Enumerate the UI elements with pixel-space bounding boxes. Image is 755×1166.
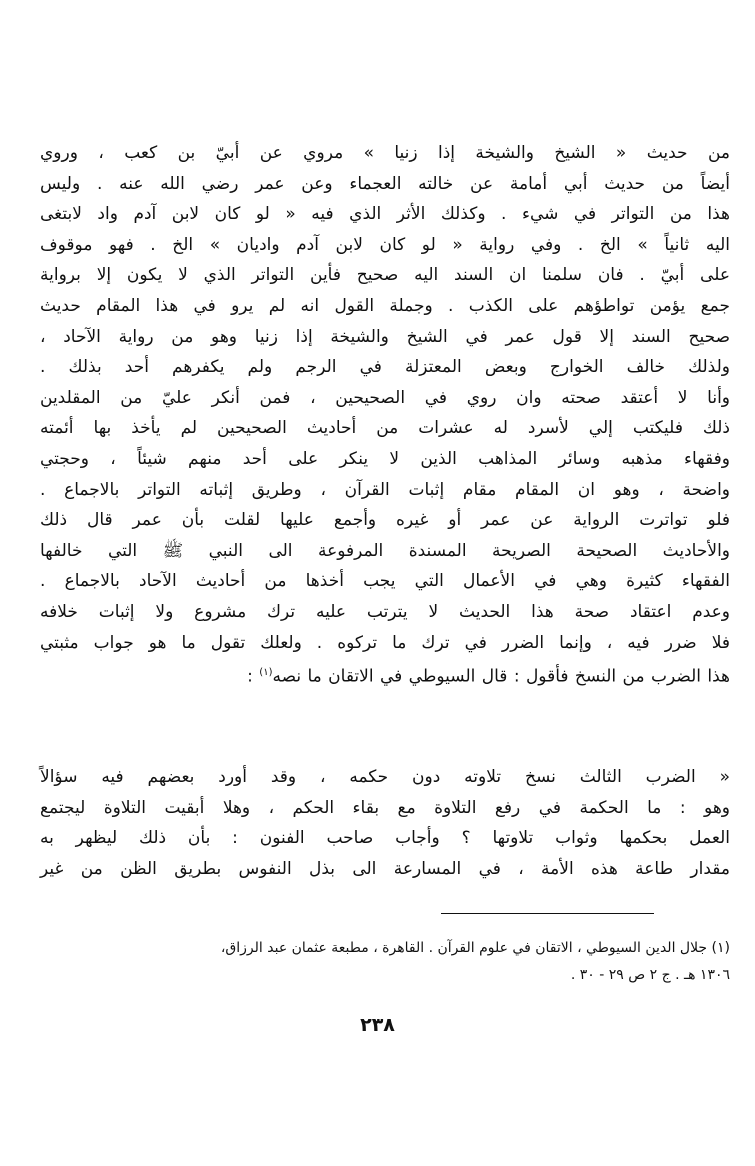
- quote-line: العمل بحكمها وثواب تلاوتها ؟ وأجاب صاحب الفنون : بأن ذلك ليظهر به: [40, 828, 730, 849]
- footnote-line: ١٣٠٦ هـ . ج ٢ ص ٢٩ - ٣٠ .: [570, 967, 730, 983]
- quote-line: وهو : ما الحكمة في رفع التلاوة مع بقاء الحكم ، وهلا أبقيت التلاوة ليجتمع: [40, 797, 730, 818]
- text-line: وأنا لا أعتقد صحته وان روي في الصحيحين ، فمن أنكر عليّ من المقلدين: [40, 387, 730, 408]
- colon: :: [247, 666, 260, 687]
- text-line: جمع يؤمن تواطؤهم على الكذب . وجملة القول انه لم يرو في هذا المقام حديث: [40, 295, 730, 316]
- text-line: ذلك فليكتب إلي لأسرد له عشرات من أحاديث الصحيحين لم يأخذ بها أئمته: [40, 418, 730, 439]
- text-line-with-footnote-ref: [40, 658, 730, 689]
- quote-line: « الضرب الثالث نسخ تلاوته دون حكمه ، وقد أورد بعضهم فيه سؤالاً: [40, 767, 730, 787]
- footnote-divider: [441, 913, 654, 914]
- quotation-block: [40, 762, 730, 884]
- text-line: هذا من التواتر في شيء . وكذلك الأثر الذي فيه « لو كان لابن آدم واد لابتغى: [40, 204, 730, 225]
- text-line: أيضاً من حديث أبي أمامة عن خالته العجماء وعن عمر رضي الله عنه . وليس: [40, 173, 730, 194]
- footnote-ref-marker[interactable]: (١): [259, 667, 273, 679]
- footnote: [40, 935, 730, 989]
- text-line: الفقهاء كثيرة وهي في الأعمال التي يجب أخذها من أحاديث الآحاد بالاجماع .: [40, 571, 730, 592]
- text-line: صحيح السند إلا قول عمر في الشيخ والشيخة إذا زنيا وهو من رواية الآحاد ،: [40, 326, 730, 347]
- text-line: فلو تواترت الرواية عن عمر أو غيره وأجمع عليها لقلت بأن عمر قال ذلك: [40, 510, 730, 531]
- text-line: من حديث « الشيخ والشيخة إذا زنيا » مروي عن أبيّ بن كعب ، وروي: [40, 143, 730, 163]
- text-line: ولذلك خالف الخوارج وبعض المعتزلة في الرجم ولم يكفرهم أحد بذلك .: [40, 357, 730, 378]
- text-line: وفقهاء مذهبه وسائر المذاهب الذين لا ينكر على أحد منهم شيئاً ، وحجتي: [40, 448, 730, 469]
- page-number: ٢٣٨: [360, 1014, 395, 1036]
- text-line: على أبيّ . فان سلمنا ان السند اليه صحيح فأين التواتر الذي لا يكون إلا برواية: [40, 265, 730, 286]
- main-text-block: [40, 138, 730, 689]
- footnote-line: (١) جلال الدين السيوطي ، الاتقان في علوم القرآن . القاهرة ، مطبعة عثمان عبد الرزاق،: [220, 940, 730, 956]
- text-line: اليه ثانياً » الخ . وفي رواية « لو كان لابن آدم واديان » الخ . فهو موقوف: [40, 234, 730, 255]
- text-line: والأحاديث الصحيحة الصريحة المسندة المرفوعة الى النبي ﷺ التي خالفها: [40, 540, 730, 561]
- text-line: وعدم اعتقاد صحة هذا الحديث لا يترتب عليه ترك مشروع ولا إثبات خلافه: [40, 601, 730, 622]
- text-line: واضحة ، وهو ان المقام مقام إثبات القرآن ، وطريق إثباته التواتر بالاجماع .: [40, 479, 730, 500]
- text-line: هذا الضرب من النسخ فأقول : قال السيوطي في الاتقان ما نصه: [272, 666, 730, 687]
- text-line: فلا ضرر فيه ، وإنما الضرر في ترك ما تركوه . ولعلك تقول ما هو جواب مثبتي: [40, 632, 730, 653]
- quote-line: مقدار طاعة هذه الأمة ، في المسارعة الى بذل النفوس بطريق الظن من غير: [40, 858, 730, 879]
